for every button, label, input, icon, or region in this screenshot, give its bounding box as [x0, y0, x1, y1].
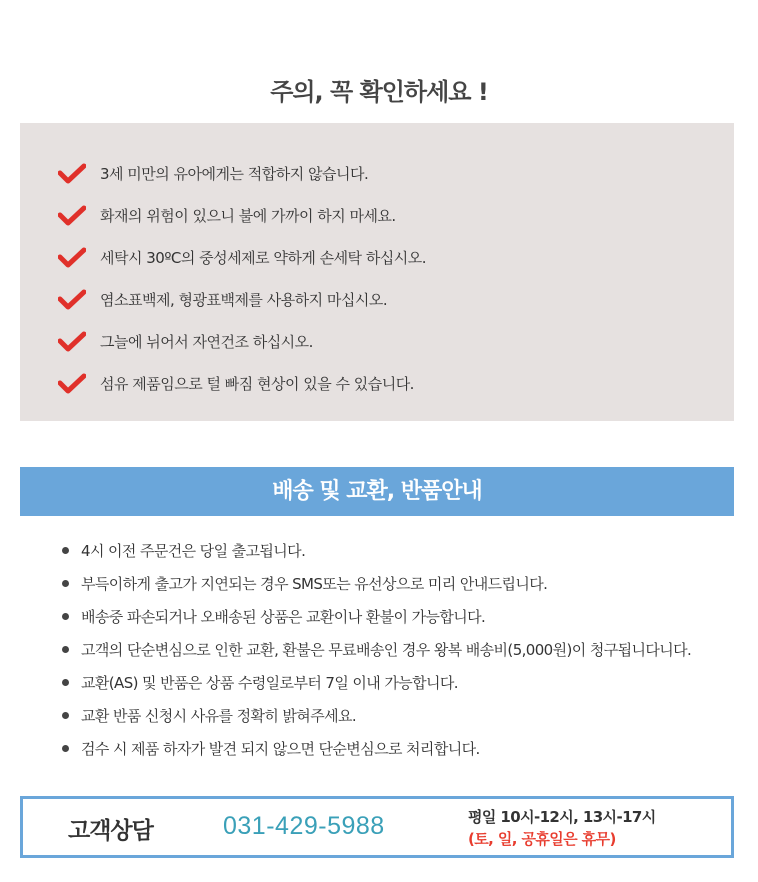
- shipping-item-text: 고객의 단순변심으로 인한 교환, 환불은 무료배송인 경우 왕복 배송비(5,000원)이 청구됩니다니다.: [81, 641, 692, 659]
- contact-box: [20, 796, 734, 858]
- contact-label: 고객상담: [68, 818, 153, 844]
- shipping-item-text: 4시 이전 주문건은 당일 출고됩니다.: [81, 542, 306, 560]
- bullet-icon: [62, 613, 69, 620]
- bullet-icon: [62, 646, 69, 653]
- bullet-icon: [62, 679, 69, 686]
- contact-phone[interactable]: 031-429-5988: [223, 812, 385, 840]
- shipping-header: 배송 및 교환, 반품안내: [20, 467, 734, 516]
- shipping-item-text: 교환 반품 신청시 사유를 정확히 밝혀주세요.: [81, 707, 357, 725]
- shipping-item-text: 부득이하게 출고가 지연되는 경우 SMS또는 유선상으로 미리 안내드립니다.: [81, 575, 548, 593]
- caution-item-text: 그늘에 뉘어서 자연건조 하십시오.: [100, 333, 313, 351]
- caution-item-text: 섬유 제품임으로 털 빠짐 현상이 있을 수 있습니다.: [100, 375, 414, 393]
- shipping-item-text: 검수 시 제품 하자가 발견 되지 않으면 단순변심으로 처리합니다.: [81, 740, 480, 758]
- contact-hours: 평일 10시-12시, 13시-17시: [468, 808, 656, 826]
- caution-item-text: 염소표백제, 형광표백제를 사용하지 마십시오.: [100, 291, 388, 309]
- caution-item-text: 화재의 위험이 있으니 불에 가까이 하지 마세요.: [100, 207, 396, 225]
- list-item: [0, 672, 758, 705]
- check-icon: [58, 205, 86, 227]
- contact-holiday-note: (토, 일, 공휴일은 휴무): [468, 830, 616, 848]
- list-item: [0, 705, 758, 738]
- list-item: [0, 540, 758, 573]
- check-icon: [58, 289, 86, 311]
- list-item: [0, 606, 758, 639]
- check-icon: [58, 331, 86, 353]
- caution-box: [20, 123, 734, 421]
- check-icon: [58, 247, 86, 269]
- shipping-list: [0, 540, 758, 771]
- caution-title: 주의, 꼭 확인하세요 !: [270, 78, 488, 106]
- bullet-icon: [62, 547, 69, 554]
- caution-item-text: 3세 미만의 유아에게는 적합하지 않습니다.: [100, 165, 369, 183]
- caution-item-text: 세탁시 30ºC의 중성세제로 약하게 손세탁 하십시오.: [100, 249, 427, 267]
- list-item: [0, 573, 758, 606]
- bullet-icon: [62, 712, 69, 719]
- bullet-icon: [62, 580, 69, 587]
- check-icon: [58, 163, 86, 185]
- shipping-item-text: 배송중 파손되거나 오배송된 상품은 교환이나 환불이 가능합니다.: [81, 608, 486, 626]
- list-item: [0, 738, 758, 771]
- list-item: [0, 639, 758, 672]
- bullet-icon: [62, 745, 69, 752]
- shipping-item-text: 교환(AS) 및 반품은 상품 수령일로부터 7일 이내 가능합니다.: [81, 674, 458, 692]
- check-icon: [58, 373, 86, 395]
